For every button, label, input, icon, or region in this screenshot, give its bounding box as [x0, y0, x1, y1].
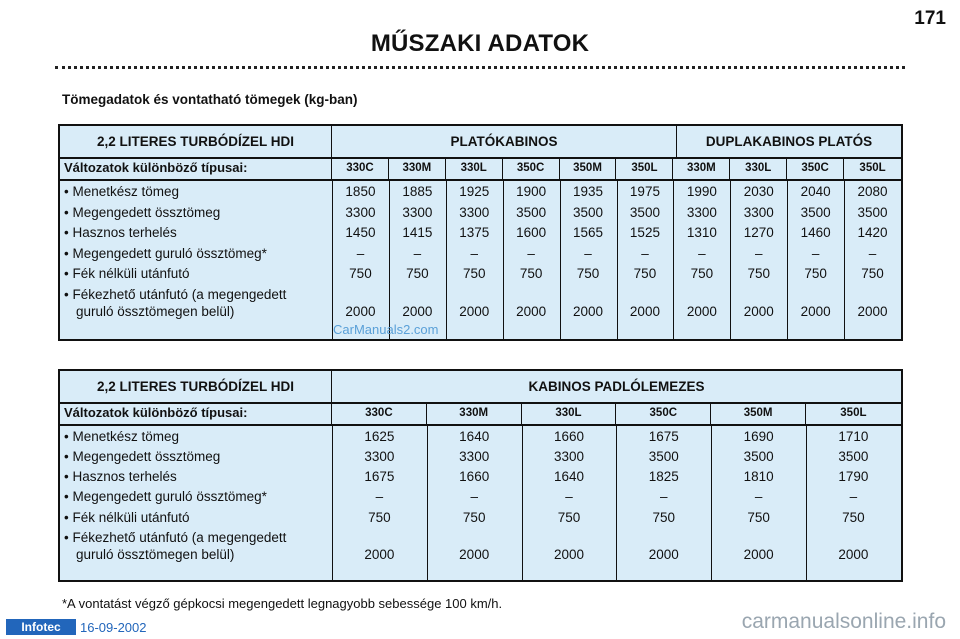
column-divider [673, 181, 674, 339]
table-cell: 1660 [553, 429, 585, 444]
variant-header: 350C [616, 402, 711, 424]
table-cell: 3300 [345, 205, 376, 220]
table-cell: 2000 [402, 304, 433, 319]
table-cell: 3300 [459, 449, 490, 464]
weights-table-platform [58, 124, 903, 341]
table-cell: 2000 [800, 304, 831, 319]
table-cell: 750 [747, 510, 770, 525]
table-cell: 750 [368, 510, 391, 525]
variant-header: 330M [673, 157, 730, 179]
row-label: guruló össztömegen belül) [76, 304, 235, 319]
variants-label: Változatok különböző típusai: [60, 402, 332, 424]
row-label: • Fékezhető utánfutó (a megengedett [64, 287, 287, 302]
table-cell: 1975 [629, 184, 660, 199]
column-divider [522, 426, 523, 580]
print-date: 16-09-2002 [80, 620, 147, 635]
variant-header: 330L [730, 157, 787, 179]
infotec-logo: Infotec [6, 619, 76, 635]
table-cell: 1810 [743, 469, 774, 484]
table-cell: 750 [861, 266, 884, 281]
table-cell: 1525 [629, 225, 660, 240]
row-label: • Hasznos terhelés [64, 469, 177, 484]
table-cell: 1640 [459, 429, 490, 444]
table-cell: 1675 [648, 429, 679, 444]
table-cell: 3500 [629, 205, 660, 220]
variant-header: 350C [503, 157, 560, 179]
table-cell: – [698, 246, 706, 261]
table-cell: 750 [406, 266, 429, 281]
column-divider [389, 181, 390, 339]
table-cell: 2000 [459, 304, 490, 319]
column-divider [446, 181, 447, 339]
table-cell: 1900 [516, 184, 547, 199]
table-cell: 2040 [800, 184, 831, 199]
table-cell: 1640 [553, 469, 585, 484]
table-cell: 3300 [686, 205, 717, 220]
variant-header: 330L [446, 157, 503, 179]
variant-header: 330C [332, 157, 389, 179]
table-cell: 3500 [648, 449, 679, 464]
table-cell: – [470, 246, 478, 261]
table-cell: – [356, 246, 365, 261]
variant-header: 330M [389, 157, 446, 179]
column-divider [844, 181, 845, 339]
table-cell: 1310 [686, 225, 717, 240]
column-divider [730, 181, 731, 339]
table-cell: – [868, 246, 877, 261]
row-label: • Megengedett össztömeg [64, 449, 221, 464]
table-cell: – [754, 246, 763, 261]
variants-row [60, 402, 901, 426]
table-cell: 1675 [364, 469, 395, 484]
table-cell: 750 [557, 510, 581, 525]
table-cell: 2000 [743, 547, 774, 562]
table-cell: 1565 [573, 225, 604, 240]
table-cell: 1660 [459, 469, 490, 484]
row-label: • Megengedett guruló össztömeg* [64, 246, 267, 261]
row-label: • Fékezhető utánfutó (a megengedett [64, 530, 287, 545]
table-cell: 1415 [402, 225, 433, 240]
table-cell: 750 [652, 510, 676, 525]
table-cell: 3300 [402, 205, 433, 220]
variant-header: 350L [859, 162, 886, 174]
table-cell: 1625 [364, 429, 395, 444]
table-cell: – [375, 489, 384, 504]
table-cell: 750 [842, 510, 865, 525]
table-cell: 750 [747, 266, 770, 281]
table-cell: 1460 [800, 225, 831, 240]
table-cell: 1885 [402, 184, 433, 199]
table-cell: – [470, 489, 478, 504]
row-label: • Megengedett guruló össztömeg* [64, 489, 267, 504]
table-cell: 750 [633, 266, 657, 281]
variants-label: Változatok különböző típusai: [60, 157, 332, 179]
table-cell: 3300 [553, 449, 585, 464]
table-cell: 750 [462, 510, 486, 525]
table-cell: 2000 [838, 547, 869, 562]
watermark: CarManuals2.com [333, 322, 439, 337]
variants-row [60, 157, 901, 181]
table-cell: 2000 [516, 304, 547, 319]
table-cell: 1790 [838, 469, 869, 484]
column-divider [617, 181, 618, 339]
table-cell: 2030 [743, 184, 774, 199]
column-divider [503, 181, 504, 339]
group-header-floor-panel: KABINOS PADLÓLEMEZES [528, 379, 705, 394]
table-cell: 3300 [743, 205, 774, 220]
table-cell: 2000 [686, 304, 717, 319]
variant-header: 350L [840, 407, 867, 419]
group-header-double-cab: DUPLAKABINOS PLATÓS [705, 134, 873, 149]
table-cell: 1270 [743, 225, 774, 240]
column-divider [711, 426, 712, 580]
variant-header: 350M [711, 402, 806, 424]
table-cell: 750 [462, 266, 486, 281]
dotted-divider [55, 66, 905, 69]
table-cell: 750 [519, 266, 543, 281]
table-cell: 3500 [516, 205, 547, 220]
engine-header: 2,2 LITERES TURBÓDÍZEL HDI [60, 126, 332, 157]
variant-header: 330C [332, 402, 427, 424]
table-cell: 2080 [857, 184, 888, 199]
table-cell: 1600 [516, 225, 547, 240]
table-cell: 1420 [857, 225, 888, 240]
table-cell: 3300 [364, 449, 395, 464]
table-cell: 750 [690, 266, 714, 281]
table-cell: 750 [349, 266, 372, 281]
row-label: • Megengedett össztömeg [64, 205, 221, 220]
column-divider [427, 426, 428, 580]
table-cell: 2000 [743, 304, 774, 319]
variant-header: 330M [427, 402, 522, 424]
table-cell: 1990 [686, 184, 717, 199]
table-cell: – [413, 246, 422, 261]
table-cell: – [641, 246, 649, 261]
column-divider [560, 181, 561, 339]
table-cell: – [584, 246, 592, 261]
site-watermark: carmanualsonline.info [741, 610, 946, 633]
table-cell: 3500 [573, 205, 604, 220]
row-label: • Fék nélküli utánfutó [64, 510, 190, 525]
table-cell: 1690 [743, 429, 774, 444]
table-header-row [60, 126, 901, 159]
table-cell: 2000 [573, 304, 604, 319]
table-cell: – [811, 246, 820, 261]
row-label: • Fék nélküli utánfutó [64, 266, 190, 281]
table-cell: – [527, 246, 535, 261]
row-label: • Menetkész tömeg [64, 184, 180, 199]
table-cell: 2000 [364, 547, 395, 562]
variant-header: 350L [617, 157, 674, 179]
table-cell: 2000 [648, 547, 679, 562]
table-cell: 1710 [838, 429, 869, 444]
table-cell: 1375 [459, 225, 490, 240]
table-cell: 2000 [629, 304, 660, 319]
column-divider [616, 426, 617, 580]
table-cell: 3500 [800, 205, 831, 220]
table-cell: 2000 [345, 304, 376, 319]
row-label: • Hasznos terhelés [64, 225, 177, 240]
table-cell: – [660, 489, 668, 504]
footnote: *A vontatást végző gépkocsi megengedett legnagyobb sebessége 100 km/h. [62, 596, 503, 611]
variant-header: 350M [560, 157, 617, 179]
table-cell: 1825 [648, 469, 679, 484]
table-cell: 1925 [459, 184, 490, 199]
table-cell: 3300 [459, 205, 490, 220]
table-cell: 3500 [857, 205, 888, 220]
variant-header: 350C [787, 157, 844, 179]
table-header-row [60, 371, 901, 404]
group-header-platform-cab: PLATÓKABINOS [332, 126, 677, 157]
table-cell: 3500 [743, 449, 774, 464]
page-number: 171 [914, 8, 946, 29]
table-cell: – [849, 489, 858, 504]
weights-table-floor-panel [58, 369, 903, 582]
row-label: • Menetkész tömeg [64, 429, 180, 444]
table-cell: – [565, 489, 573, 504]
section-subtitle: Tömegadatok és vontatható tömegek (kg-ban) [62, 92, 358, 107]
column-divider [332, 426, 333, 580]
column-divider [332, 181, 333, 339]
table-cell: – [754, 489, 763, 504]
table-cell: 3500 [838, 449, 869, 464]
variant-header: 330L [522, 402, 617, 424]
table-cell: 1450 [345, 225, 376, 240]
table-cell: 2000 [553, 547, 585, 562]
table-cell: 1935 [573, 184, 604, 199]
engine-header: 2,2 LITERES TURBÓDÍZEL HDI [60, 371, 332, 402]
table-cell: 2000 [459, 547, 490, 562]
row-label: guruló össztömegen belül) [76, 547, 235, 562]
table-cell: 1850 [345, 184, 376, 199]
column-divider [806, 426, 807, 580]
table-cell: 750 [804, 266, 827, 281]
table-cell: 2000 [857, 304, 888, 319]
column-divider [787, 181, 788, 339]
table-cell: 750 [576, 266, 600, 281]
page-title: MŰSZAKI ADATOK [370, 30, 590, 57]
